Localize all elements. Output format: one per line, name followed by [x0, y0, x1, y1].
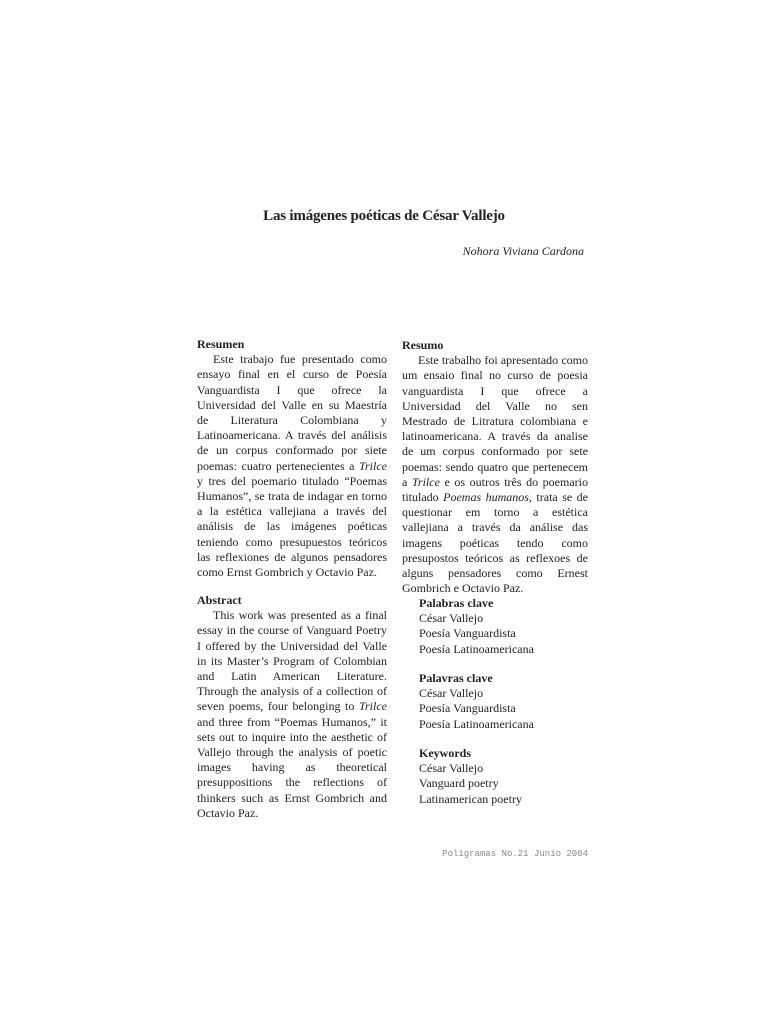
keywords-portuguese — [419, 671, 534, 732]
abstract-heading: Abstract — [197, 593, 242, 607]
keywords-english-heading: Keywords — [419, 746, 471, 760]
resumo-text: Este trabalho foi apresentado como um ensaio final no curso de poesia vanguardista I que ofrece a Universidad del Valle no sen Mestrado de Litratura colombiana e latinoamericana. A través da analise de um corpus conformado por sete poemas: sendo quatro que pertenecem a Trilce e os outros três do poemario titulado Poemas humanos, trata se de questionar em torno a estética vallejiana a través da análise das imagens poéticas tendo como presupostos teóricos as reflexoes de alguns pensadores como Ernest Gombrich e Octavio Paz. — [402, 353, 589, 596]
keyword-item: Poesía Latinoamericana — [419, 641, 534, 656]
abstract-italic-trilce: Trilce — [358, 699, 387, 714]
resumo-section — [402, 338, 588, 596]
keyword-item: Poesía Latinoamericana — [419, 716, 534, 731]
keywords-spanish-heading: Palabras clave — [419, 596, 494, 610]
abstract-text: This work was presented as a final essay in the course of Vanguard Poetry I offered by the Universidad del Valle in its Master’s Program of Colombian and Latin American Literature. Through the analysis of a collection of seven poems, four belonging to Trilce and three from “Poemas Humanos,” it sets out to inquire into the aesthetic of Vallejo through the analysis of poetic images having as theoretical presuppositions the reflections of thinkers such as Ernst Gombrich and Octavio Paz. — [197, 608, 387, 820]
keyword-item: César Vallejo — [419, 686, 484, 701]
keywords-spanish — [419, 596, 534, 657]
keyword-item: Latinamerican poetry — [419, 791, 522, 806]
keyword-item: César Vallejo — [419, 611, 484, 626]
resumen-heading: Resumen — [197, 337, 245, 351]
journal-footer: Poligramas No.21 Junio 2004 — [442, 849, 588, 859]
keywords-portuguese-heading: Palavras clave — [419, 671, 493, 685]
paper-title: Las imágenes poéticas de César Vallejo — [263, 208, 505, 224]
resumo-italic-trilce: Trilce — [411, 474, 440, 489]
resumen-italic-trilce: Trilce — [358, 458, 387, 473]
keyword-item: Vanguard poetry — [419, 776, 499, 791]
keyword-item: Poesía Vanguardista — [419, 626, 516, 641]
resumo-italic-poemas: Poemas humanos — [443, 490, 529, 505]
abstract-section — [197, 593, 387, 821]
resumen-text: Este trabajo fue presentado como ensayo final en el curso de Poesía Vanguardista I que ofrece la Universidad del Valle en su Maestría de Literatura Colombiana y Latinoamericana. A través del análisis de un corpus conformado por siete poemas: cuatro pertenecientes a Trilce y tres del poemario titulado “Poemas Humanos”, se trata de indagar en torno a la estética vallejiana a través del análisis de las imágenes poéticas teniendo como presupuestos teóricos las reflexiones de algunos pensadores como Ernst Gombrich y Octavio Paz. — [197, 352, 387, 580]
keyword-item: César Vallejo — [419, 761, 484, 776]
resumo-heading: Resumo — [402, 338, 444, 352]
keywords-english — [419, 746, 522, 807]
resumen-section — [197, 337, 387, 580]
author-name: Nohora Viviana Cardona — [462, 244, 584, 258]
keyword-item: Poesía Vanguardista — [419, 701, 516, 716]
